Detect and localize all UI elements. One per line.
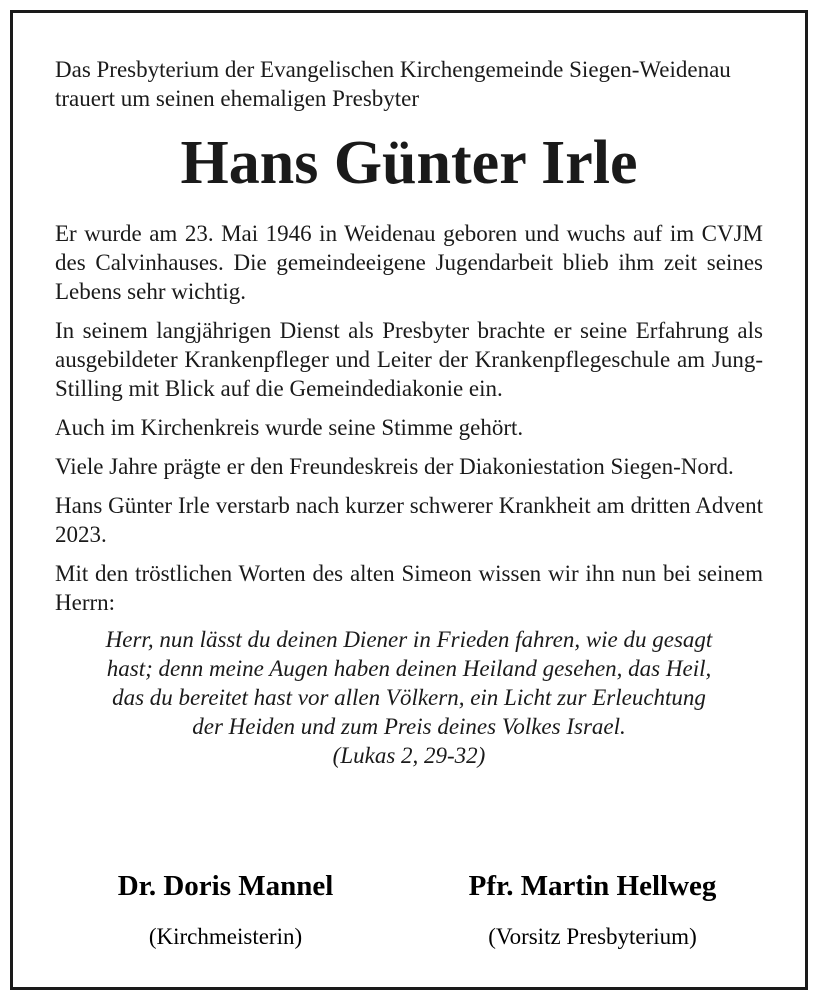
verse-line: das du bereitet hast vor allen Völkern, ein Licht zur Erleuchtung	[112, 685, 706, 710]
deceased-name: Hans Günter Irle	[180, 129, 638, 197]
signatory-kirchmeisterin	[42, 868, 409, 951]
bible-verse	[55, 625, 763, 770]
signatory-name: Pfr. Martin Hellweg	[468, 870, 717, 902]
paragraph-birth: Er wurde am 23. Mai 1946 in Weidenau geboren und wuchs auf im CVJM des Calvinhauses. Die gemeindeeigene Jugendarbeit blieb ihm zeit seines Lebens sehr wichtig.	[55, 221, 763, 304]
signatory-role: (Vorsitz Presbyterium)	[488, 924, 697, 949]
signatory-pastor	[409, 868, 776, 951]
paragraph-service: In seinem langjährigen Dienst als Presbyter brachte er seine Erfahrung als ausgebildeter Krankenpfleger und Leiter der Krankenpflegeschule am Jung-Stilling mit Blick auf die Gemeindediakonie ein.	[55, 318, 763, 401]
verse-reference: (Lukas 2, 29-32)	[332, 743, 486, 768]
signatory-name: Dr. Doris Mannel	[117, 870, 334, 902]
paragraph-diakonie: Viele Jahre prägte er den Freundeskreis der Diakoniestation Siegen-Nord.	[55, 454, 734, 479]
intro-text: Das Presbyterium der Evangelischen Kirchengemeinde Siegen-Weidenau trauert um seinen ehemaligen Presbyter	[55, 57, 731, 111]
verse-line: der Heiden und zum Preis deines Volkes Israel.	[192, 714, 626, 739]
obituary-frame	[10, 10, 808, 990]
paragraph-simeon: Mit den tröstlichen Worten des alten Simeon wissen wir ihn nun bei seinem Herrn:	[55, 561, 763, 615]
paragraph-death: Hans Günter Irle verstarb nach kurzer schwerer Krankheit am dritten Advent 2023.	[55, 493, 763, 547]
obituary-body	[55, 55, 763, 770]
verse-line: hast; denn meine Augen haben deinen Heiland gesehen, das Heil,	[106, 656, 712, 681]
signatures	[42, 868, 776, 951]
paragraph-church-district: Auch im Kirchenkreis wurde seine Stimme gehört.	[55, 415, 524, 440]
signatory-role: (Kirchmeisterin)	[148, 924, 303, 949]
verse-line: Herr, nun lässt du deinen Diener in Frieden fahren, wie du gesagt	[105, 627, 713, 652]
